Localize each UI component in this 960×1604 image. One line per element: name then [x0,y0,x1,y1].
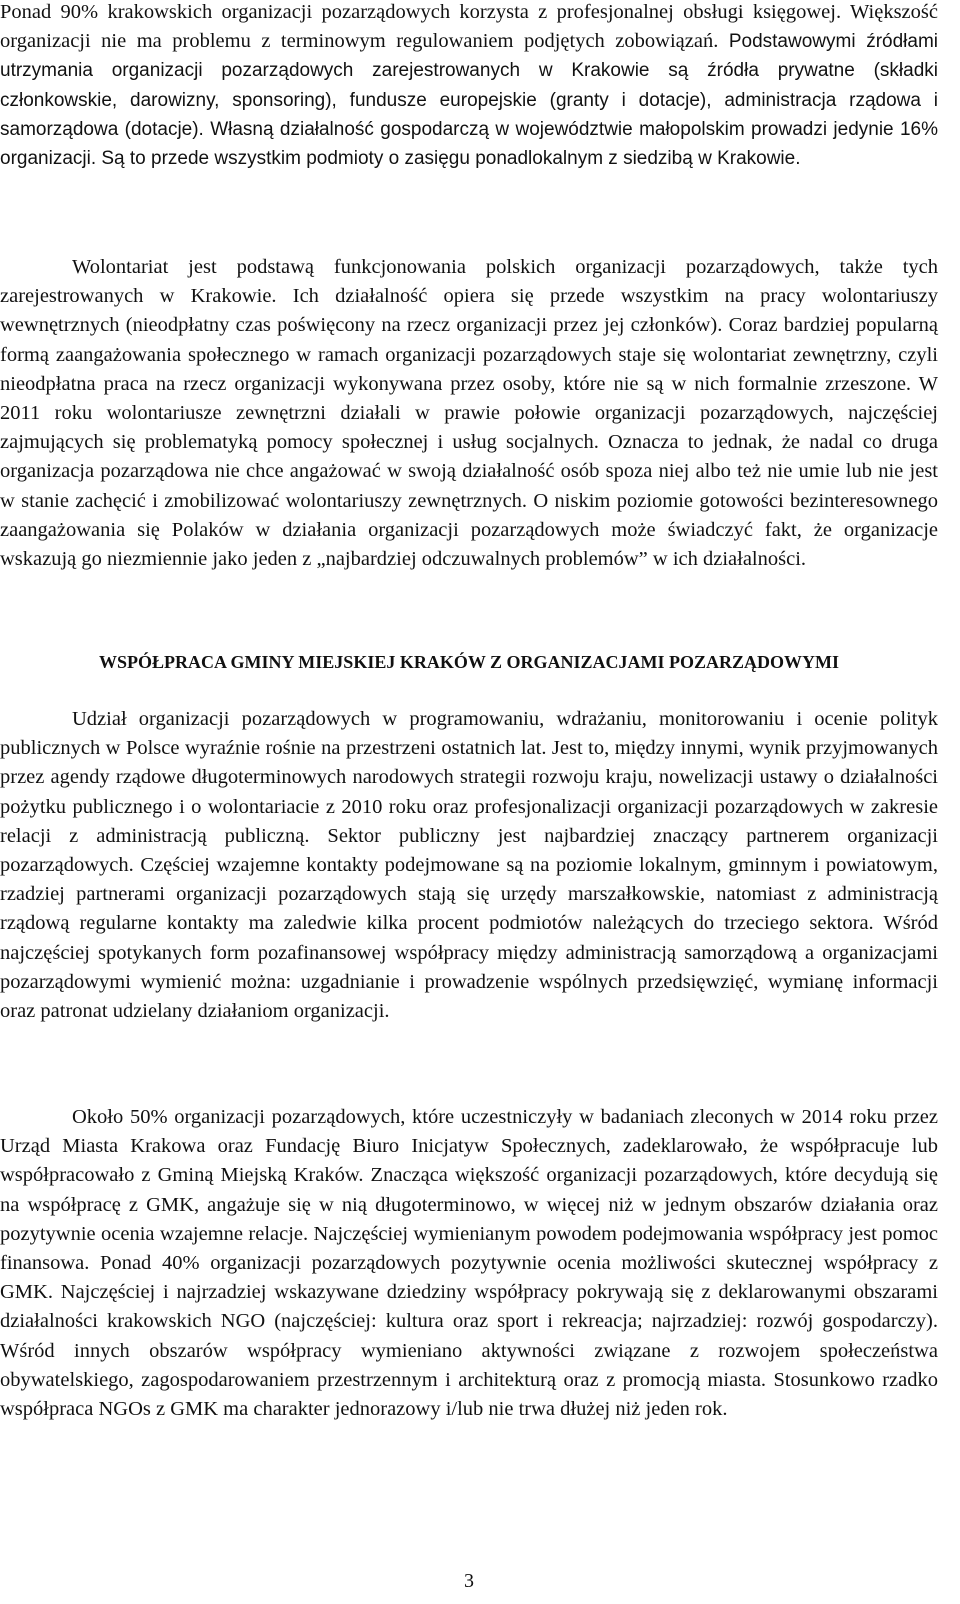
intro-paragraph-sans-part: Podstawowymi źródłami utrzymania organizacji pozarządowych zarejestrowanych w Krakowie są źródła prywatne (składki członkowskie, darowizny, sponsoring), fundusze europejskie (granty i dotacje), administracja rządowa i samorządowa (dotacje). Własną działalność gospodarczą w województwie małopolskim prowadzi jedynie 16% organizacji. Są to przede wszystkim podmioty o zasięgu ponadlokalnym z siedzibą w Krakowie. [0,31,938,170]
volunteering-paragraph: Wolontariat jest podstawą funkcjonowania polskich organizacji pozarządowych, także tych zarejestrowanych w Krakowie. Ich działalność opiera się przede wszystkim na pracy wolontariuszy wewnętrznych (nieodpłatny czas poświęcony na rzecz organizacji przez jej członków). Coraz bardziej popularną formą zaangażowania społecznego w ramach organizacji pozarządowych staje się wolontariat zewnętrzny, czyli nieodpłatna praca na rzecz organizacji wykonywana przez osoby, które nie są w nich formalnie zrzeszone. W 2011 roku wolontariusze zewnętrzni działali w prawie połowie organizacji pozarządowych, najczęściej zajmujących się problematyką pomocy społecznej i usług socjalnych. Oznacza to jednak, że nadal co druga organizacja pozarządowa nie chce angażować w swoją działalność osób spoza niej albo też nie umie lub nie jest w stanie zachęcić i zmobilizować wolontariuszy zewnętrznych. O niskim poziomie gotowości bezinteresownego zaangażowania się Polaków w działania organizacji pozarządowych może świadczyć fakt, że organizacje wskazują go niezmiennie jako jeden z „najbardziej odczuwalnych problemów” w ich działalności. [0,256,938,571]
intro-paragraph-serif-part: Ponad 90% krakowskich organizacji pozarządowych korzysta z profesjonalnej obsługi księgowej. Większość organizacji nie ma problemu z terminowym regulowaniem podjętych zobowiązań. [0,1,938,53]
section-heading: WSPÓŁPRACA GMINY MIEJSKIEJ KRAKÓW Z ORGANIZACJAMI POZARZĄDOWYMI [98,652,840,672]
page-number: 3 [464,1570,474,1592]
cooperation-paragraph: Udział organizacji pozarządowych w programowaniu, wdrażaniu, monitorowaniu i ocenie polityk publicznych w Polsce wyraźnie rośnie na przestrzeni ostatnich lat. Jest to, między innymi, wynik przyjmowanych przez agendy rządowe długoterminowych narodowych strategii rozwoju kraju, nowelizacji ustawy o działalności pożytku publicznego i o wolontariacie z 2010 roku oraz profesjonalizacji organizacji pozarządowych w zakresie relacji z administracją publiczną. Sektor publiczny jest najbardziej znaczący partnerem organizacji pozarządowych. Częściej wzajemne kontakty podejmowane są na poziomie lokalnym, gminnym i powiatowym, rzadziej partnerami organizacji pozarządowych stają się urzędy marszałkowskie, natomiast z administracją rządową regularne kontakty ma zaledwie kilka procent podmiotów należących do trzeciego sektora. Wśród najczęściej spotykanych form pozafinansowej współpracy między administracją samorządową a organizacjami pozarządowymi wymienić można: uzgadnianie i prowadzenie wspólnych przedsięwzięć, wymianę informacji oraz patronat udzielany działaniom organizacji. [0,708,938,1023]
intro-paragraph [0,0,938,173]
gmk-cooperation-paragraph: Około 50% organizacji pozarządowych, które uczestniczyły w badaniach zleconych w 2014 roku przez Urząd Miasta Krakowa oraz Fundację Biuro Inicjatyw Społecznych, zadeklarowało, że współpracuje lub współpracowało z Gminą Miejską Kraków. Znacząca większość organizacji pozarządowych, które decydują się na współpracę z GMK, angażuje się w nią długoterminowo, w więcej niż w jednym obszarów działania oraz pozytywnie ocenia wzajemne relacje. Najczęściej wymienianym powodem podejmowania współpracy jest pomoc finansowa. Ponad 40% organizacji pozarządowych pozytywnie ocenia możliwości skutecznej współpracy z GMK. Najczęściej i najrzadziej wskazywane dziedziny współpracy pokrywają się z deklarowanymi obszarami działalności krakowskich NGO (najczęściej: kultura oraz sport i rekreacja; najrzadziej: rozwój gospodarczy). Wśród innych obszarów współpracy wymieniano aktywności związane z rozwojem społeczeństwa obywatelskiego, zagospodarowaniem przestrzennym i architekturą oraz z promocją miasta. Stosunkowo rzadko współpraca NGOs z GMK ma charakter jednorazowy i/lub nie trwa dłużej niż jeden rok. [0,1106,938,1421]
